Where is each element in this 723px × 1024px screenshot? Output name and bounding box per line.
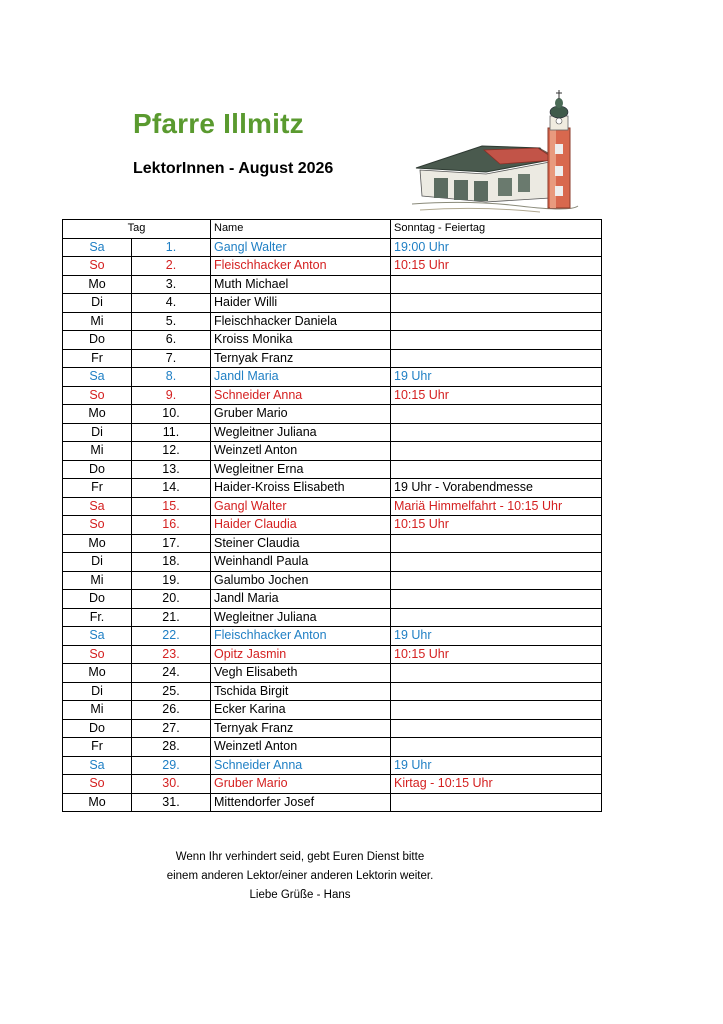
date-cell: 24. — [132, 664, 211, 683]
table-row — [63, 275, 602, 294]
date-cell: 5. — [132, 312, 211, 331]
date-cell: 8. — [132, 368, 211, 387]
weekday-cell: Di — [63, 553, 132, 572]
note-cell: 10:15 Uhr — [391, 257, 602, 276]
weekday-cell: Mo — [63, 405, 132, 424]
weekday-cell: So — [63, 775, 132, 794]
date-cell: 10. — [132, 405, 211, 424]
table-row — [63, 701, 602, 720]
note-cell — [391, 423, 602, 442]
note-cell — [391, 312, 602, 331]
note-cell — [391, 571, 602, 590]
name-cell: Schneider Anna — [211, 386, 391, 405]
weekday-cell: Sa — [63, 756, 132, 775]
footer-note — [100, 848, 500, 905]
table-row — [63, 553, 602, 572]
name-cell: Fleischhacker Anton — [211, 257, 391, 276]
name-cell: Kroiss Monika — [211, 331, 391, 350]
date-cell: 4. — [132, 294, 211, 313]
table-row — [63, 682, 602, 701]
date-cell: 22. — [132, 627, 211, 646]
name-cell: Jandl Maria — [211, 590, 391, 609]
table-row — [63, 368, 602, 387]
table-row — [63, 590, 602, 609]
column-header-sonntag-feiertag: Sonntag - Feiertag — [391, 220, 602, 239]
name-cell: Wegleitner Juliana — [211, 423, 391, 442]
date-cell: 15. — [132, 497, 211, 516]
weekday-cell: Mi — [63, 442, 132, 461]
note-cell — [391, 294, 602, 313]
weekday-cell: So — [63, 516, 132, 535]
table-row — [63, 516, 602, 535]
weekday-cell: Do — [63, 590, 132, 609]
weekday-cell: Fr. — [63, 608, 132, 627]
date-cell: 25. — [132, 682, 211, 701]
date-cell: 20. — [132, 590, 211, 609]
weekday-cell: Sa — [63, 627, 132, 646]
name-cell: Gangl Walter — [211, 497, 391, 516]
weekday-cell: Mo — [63, 793, 132, 812]
table-row — [63, 442, 602, 461]
name-cell: Opitz Jasmin — [211, 645, 391, 664]
note-cell — [391, 664, 602, 683]
table-row — [63, 627, 602, 646]
lector-roster-table — [62, 219, 602, 812]
name-cell: Haider Claudia — [211, 516, 391, 535]
table-row — [63, 405, 602, 424]
date-cell: 1. — [132, 238, 211, 257]
date-cell: 13. — [132, 460, 211, 479]
name-cell: Gruber Mario — [211, 405, 391, 424]
date-cell: 31. — [132, 793, 211, 812]
table-row — [63, 257, 602, 276]
name-cell: Tschida Birgit — [211, 682, 391, 701]
note-cell — [391, 590, 602, 609]
name-cell: Haider Willi — [211, 294, 391, 313]
name-cell: Muth Michael — [211, 275, 391, 294]
note-cell — [391, 608, 602, 627]
date-cell: 16. — [132, 516, 211, 535]
date-cell: 2. — [132, 257, 211, 276]
note-cell: 19 Uhr - Vorabendmesse — [391, 479, 602, 498]
table-row — [63, 793, 602, 812]
note-cell — [391, 442, 602, 461]
date-cell: 14. — [132, 479, 211, 498]
table-row — [63, 386, 602, 405]
footer-line-1: Wenn Ihr verhindert seid, gebt Euren Dienst bitte — [175, 851, 425, 863]
name-cell: Wegleitner Juliana — [211, 608, 391, 627]
date-cell: 9. — [132, 386, 211, 405]
name-cell: Steiner Claudia — [211, 534, 391, 553]
weekday-cell: Di — [63, 682, 132, 701]
date-cell: 23. — [132, 645, 211, 664]
roster-body — [63, 238, 602, 812]
date-cell: 26. — [132, 701, 211, 720]
date-cell: 12. — [132, 442, 211, 461]
note-cell — [391, 534, 602, 553]
name-cell: Haider-Kroiss Elisabeth — [211, 479, 391, 498]
weekday-cell: Mo — [63, 664, 132, 683]
note-cell: 10:15 Uhr — [391, 645, 602, 664]
table-row — [63, 608, 602, 627]
name-cell: Mittendorfer Josef — [211, 793, 391, 812]
note-cell: Mariä Himmelfahrt - 10:15 Uhr — [391, 497, 602, 516]
date-cell: 6. — [132, 331, 211, 350]
weekday-cell: Do — [63, 460, 132, 479]
table-row — [63, 756, 602, 775]
date-cell: 30. — [132, 775, 211, 794]
name-cell: Weinzetl Anton — [211, 442, 391, 461]
date-cell: 28. — [132, 738, 211, 757]
date-cell: 18. — [132, 553, 211, 572]
note-cell — [391, 793, 602, 812]
date-cell: 17. — [132, 534, 211, 553]
weekday-cell: So — [63, 257, 132, 276]
note-cell: 10:15 Uhr — [391, 516, 602, 535]
table-row — [63, 312, 602, 331]
weekday-cell: Do — [63, 331, 132, 350]
weekday-cell: Sa — [63, 368, 132, 387]
note-cell — [391, 331, 602, 350]
table-row — [63, 349, 602, 368]
name-cell: Ecker Karina — [211, 701, 391, 720]
table-row — [63, 460, 602, 479]
weekday-cell: Di — [63, 423, 132, 442]
footer-line-3: Liebe Grüße - Hans — [249, 889, 351, 901]
table-row — [63, 294, 602, 313]
date-cell: 11. — [132, 423, 211, 442]
name-cell: Ternyak Franz — [211, 349, 391, 368]
note-cell — [391, 349, 602, 368]
date-cell: 7. — [132, 349, 211, 368]
table-row — [63, 479, 602, 498]
table-row — [63, 775, 602, 794]
name-cell: Wegleitner Erna — [211, 460, 391, 479]
note-cell: 19:00 Uhr — [391, 238, 602, 257]
note-cell — [391, 738, 602, 757]
date-cell: 3. — [132, 275, 211, 294]
table-header-row — [63, 220, 602, 239]
weekday-cell: Di — [63, 294, 132, 313]
weekday-cell: So — [63, 386, 132, 405]
name-cell: Gruber Mario — [211, 775, 391, 794]
column-header-name: Name — [211, 220, 391, 239]
date-cell: 21. — [132, 608, 211, 627]
column-header-tag: Tag — [63, 220, 211, 239]
weekday-cell: Mo — [63, 275, 132, 294]
weekday-cell: Mi — [63, 312, 132, 331]
date-cell: 27. — [132, 719, 211, 738]
note-cell — [391, 275, 602, 294]
weekday-cell: Mi — [63, 701, 132, 720]
note-cell — [391, 405, 602, 424]
note-cell — [391, 460, 602, 479]
table-row — [63, 719, 602, 738]
name-cell: Weinzetl Anton — [211, 738, 391, 757]
name-cell: Fleischhacker Daniela — [211, 312, 391, 331]
weekday-cell: Fr — [63, 479, 132, 498]
page-subtitle: LektorInnen - August 2026 — [133, 160, 334, 177]
weekday-cell: Mi — [63, 571, 132, 590]
table-row — [63, 423, 602, 442]
table-row — [63, 497, 602, 516]
church-illustration — [410, 88, 580, 216]
date-cell: 29. — [132, 756, 211, 775]
weekday-cell: Fr — [63, 738, 132, 757]
name-cell: Vegh Elisabeth — [211, 664, 391, 683]
name-cell: Jandl Maria — [211, 368, 391, 387]
name-cell: Ternyak Franz — [211, 719, 391, 738]
note-cell: Kirtag - 10:15 Uhr — [391, 775, 602, 794]
name-cell: Galumbo Jochen — [211, 571, 391, 590]
note-cell: 10:15 Uhr — [391, 386, 602, 405]
note-cell — [391, 701, 602, 720]
table-row — [63, 645, 602, 664]
page-title: Pfarre Illmitz — [133, 108, 304, 139]
table-row — [63, 664, 602, 683]
table-row — [63, 238, 602, 257]
footer-line-2: einem anderen Lektor/einer anderen Lektorin weiter. — [166, 870, 434, 882]
note-cell: 19 Uhr — [391, 627, 602, 646]
weekday-cell: Do — [63, 719, 132, 738]
note-cell: 19 Uhr — [391, 368, 602, 387]
note-cell: 19 Uhr — [391, 756, 602, 775]
weekday-cell: Sa — [63, 238, 132, 257]
table-row — [63, 738, 602, 757]
weekday-cell: Fr — [63, 349, 132, 368]
name-cell: Gangl Walter — [211, 238, 391, 257]
name-cell: Weinhandl Paula — [211, 553, 391, 572]
note-cell — [391, 682, 602, 701]
weekday-cell: So — [63, 645, 132, 664]
date-cell: 19. — [132, 571, 211, 590]
table-row — [63, 571, 602, 590]
name-cell: Fleischhacker Anton — [211, 627, 391, 646]
note-cell — [391, 553, 602, 572]
table-row — [63, 534, 602, 553]
weekday-cell: Mo — [63, 534, 132, 553]
weekday-cell: Sa — [63, 497, 132, 516]
note-cell — [391, 719, 602, 738]
name-cell: Schneider Anna — [211, 756, 391, 775]
table-row — [63, 331, 602, 350]
